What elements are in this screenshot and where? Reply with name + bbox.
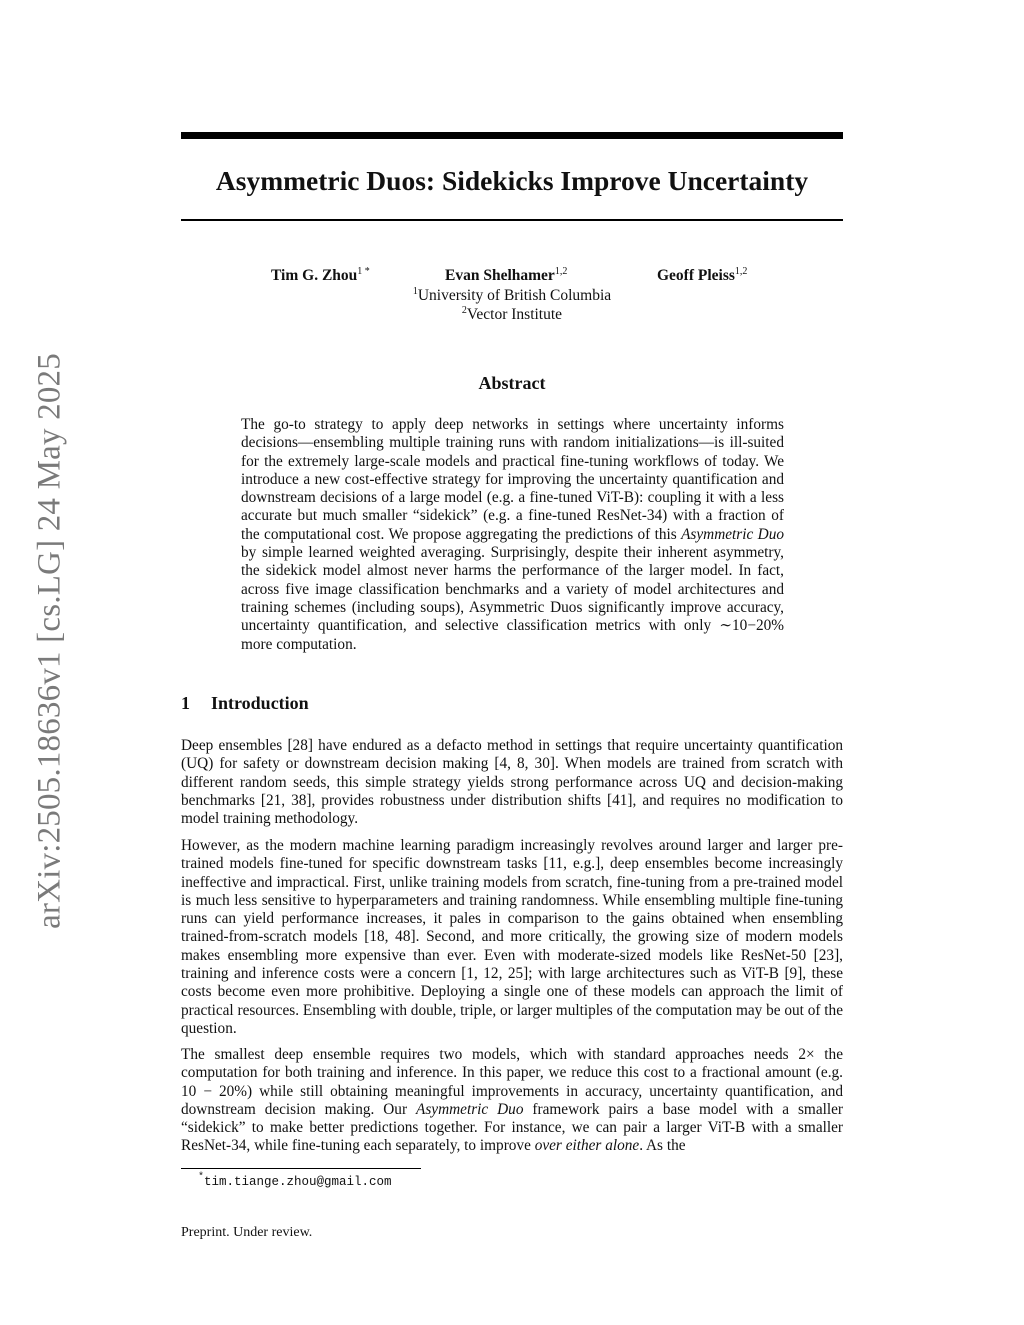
section-number: 1 (181, 693, 190, 713)
intro-paragraph-3-emphasis-2: over either alone (534, 1137, 640, 1155)
title-top-rule (181, 132, 843, 139)
author-2-name: Evan Shelhamer (445, 267, 555, 284)
author-2-affiliation-mark: 1,2 (554, 266, 568, 277)
footnote-email-text: tim.tiange.zhou@gmail.com (204, 1175, 392, 1189)
author-3 (657, 266, 747, 286)
author-1 (271, 266, 370, 286)
author-1-name: Tim G. Zhou (271, 267, 358, 284)
intro-paragraph-3-text-c: . As the (639, 1137, 686, 1155)
author-3-name: Geoff Pleiss (657, 267, 735, 284)
affiliation-2-mark: 2 (461, 305, 467, 316)
preprint-note: Preprint. Under review. (181, 1225, 313, 1240)
author-2 (445, 266, 567, 286)
footnote-rule (181, 1168, 421, 1169)
author-3-affiliation-mark: 1,2 (734, 266, 748, 277)
intro-paragraph-3-text-b: framework pairs a base model with a smaller “sidekick” to make better predictions together. For instance, we can pair a larger ViT-B with a smaller ResNet-34, while fine-tuning each separately, to improve (181, 1100, 843, 1155)
footnote-email (198, 1174, 392, 1190)
paper-title: Asymmetric Duos: Sidekicks Improve Uncertainty (215, 165, 809, 196)
arxiv-identifier-stamp: arXiv:2505.18636v1 [cs.LG] 24 May 2025 (31, 353, 68, 929)
affiliation-1-mark: 1 (412, 286, 418, 297)
intro-paragraph-3-emphasis-1: Asymmetric Duo (415, 1100, 524, 1118)
section-heading-introduction (181, 692, 309, 714)
affiliation-1 (181, 286, 843, 306)
author-1-affiliation-mark: 1 * (357, 266, 370, 277)
footnote-mark: * (198, 1172, 205, 1183)
title-bottom-rule (181, 219, 843, 221)
affiliation-2-name: Vector Institute (466, 306, 563, 323)
affiliation-1-name: University of British Columbia (417, 287, 612, 304)
abstract-text-part-1: The go-to strategy to apply deep networks in settings where uncertainty informs decisions—ensembling multiple training runs with random initializations—is ill-suited for the extremely large-scale models and practical fine-tuning workflows of today. We introduce a new cost-effective strategy for improving the uncertainty quantification and downstream decisions of a large model (e.g. a fine-tuned ViT-B): coupling it with a less accurate but much smaller “sidekick” (e.g. a fine-tuned ResNet-34) with a fraction of the computational cost. We propose aggregating the predictions of this (241, 416, 784, 543)
abstract-emphasis: Asymmetric Duo (681, 525, 784, 543)
abstract-body (241, 416, 784, 654)
affiliation-2 (181, 305, 843, 325)
intro-paragraph-3 (181, 1046, 843, 1156)
abstract-heading: Abstract (478, 373, 546, 393)
section-title: Introduction (211, 693, 309, 713)
intro-paragraph-3-text-a: The smallest deep ensemble requires two models, which with standard approaches needs 2× the computation for both training and inference. In this paper, we reduce this cost to a fractional amount (e.g. 10 − 20%) while still obtaining meaningful improvements in accuracy, uncertainty quantification, and downstream decision making. Our (181, 1046, 843, 1118)
intro-paragraph-1: Deep ensembles [28] have endured as a defacto method in settings that require uncertainty quantification (UQ) for safety or downstream decision making [4, 8, 30]. When models are trained from scratch with different random seeds, this simple strategy yields strong performance across UQ and decision-making benchmarks [21, 38], provides robustness under distribution shifts [41], and requires no modification to model training methodology. (181, 737, 843, 828)
intro-paragraph-2: However, as the modern machine learning paradigm increasingly revolves around larger and larger pre-trained models fine-tuned for specific downstream tasks [11, e.g.], deep ensembles become increasingly ineffective and impractical. First, unlike training models from scratch, fine-tuning from a pre-trained model is much less sensitive to hyperparameters and training randomness. While ensembling multiple fine-tuning runs can yield performance increases, it pales in comparison to the gains obtained when ensembling trained-from-scratch models [18, 48]. Second, and more critically, the growing size of modern models makes ensembling more expensive than ever. Even with moderate-sized models like ResNet-50 [23], training and inference costs were a concern [1, 12, 25]; with large architectures such as ViT-B [9], these costs become even more prohibitive. Deploying a single one of these models can approach the limit of practical resources. Ensembling with double, triple, or larger multiples of the computation may be out of the question. (181, 837, 843, 1037)
abstract-text-part-2: by simple learned weighted averaging. Surprisingly, despite their inherent asymmetry, the sidekick model almost never harms the performance of the larger model. In fact, across five image classification benchmarks and a variety of model architectures and training schemes (including soups), Asymmetric Duos significantly improve accuracy, uncertainty quantification, and selective classification metrics with only ∼10−20% more computation. (241, 544, 784, 653)
